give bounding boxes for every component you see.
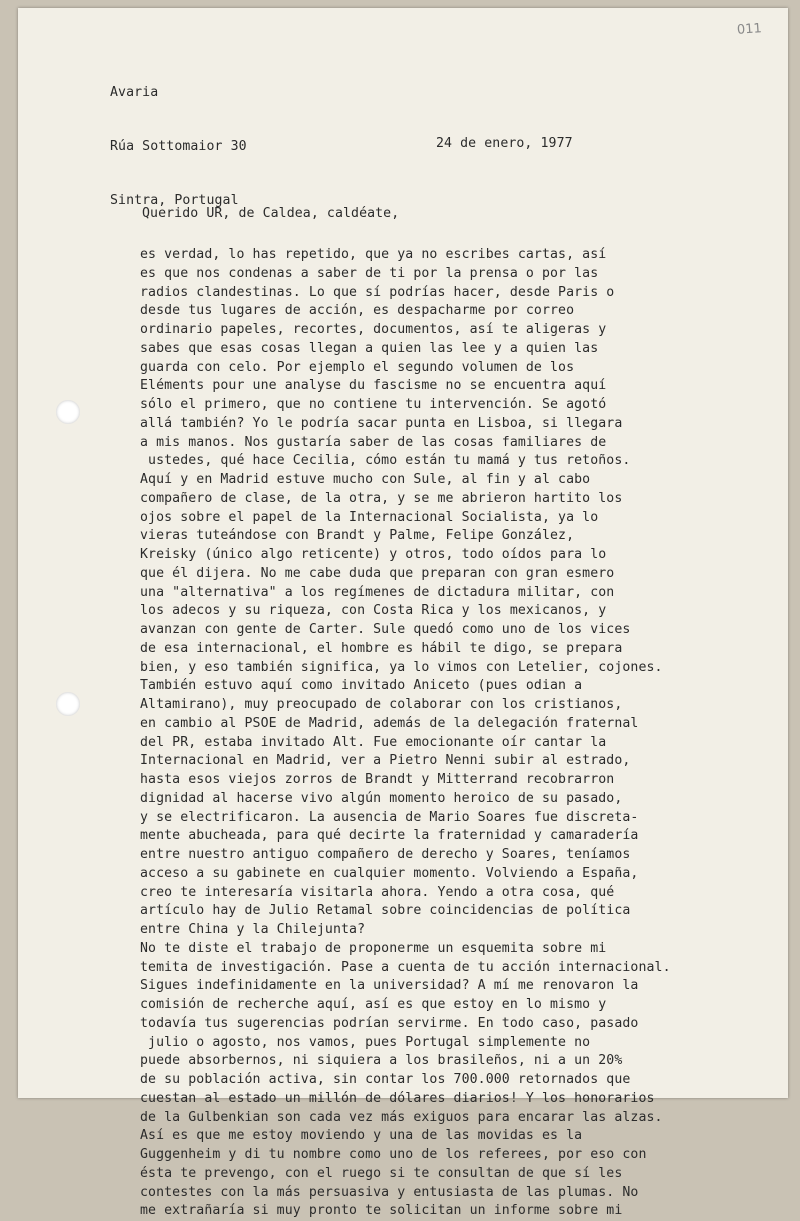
body-line: bien, y eso también significa, ya lo vimos con Letelier, cojones. <box>140 659 663 675</box>
body-line: de la Gulbenkian son cada vez más exiguos para encarar las alzas. <box>140 1109 663 1125</box>
body-line: compañero de clase, de la otra, y se me abrieron hartito los <box>140 490 623 506</box>
body-line: julio o agosto, nos vamos, pues Portugal simplemente no <box>140 1034 591 1050</box>
body-line: También estuvo aquí como invitado Aniceto (pues odian a <box>140 678 583 694</box>
body-line: a mis manos. Nos gustaría saber de las cosas familiares de <box>140 434 607 450</box>
body-line: Altamirano), muy preocupado de colaborar con los cristianos, <box>140 697 623 712</box>
body-line: Kreisky (único algo reticente) y otros, todo oídos para lo <box>140 547 607 562</box>
body-line: ordinario papeles, recortes, documentos, así te aligeras y <box>140 322 607 337</box>
body-line: puede absorbernos, ni siquiera a los brasileños, ni a un 20% <box>140 1053 623 1069</box>
body-line: hasta esos viejos zorros de Brandt y Mitterrand recobrarron <box>140 772 615 787</box>
body-line: entre nuestro antiguo compañero de derecho y Soares, teníamos <box>140 847 631 862</box>
body-line: ustedes, qué hace Cecilia, cómo están tu mamá y tus retoños. <box>140 453 631 469</box>
body-line: todavía tus sugerencias podrían servirme. En todo caso, pasado <box>140 1015 639 1031</box>
body-line: del PR, estaba invitado Alt. Fue emocionante oír cantar la <box>140 734 607 750</box>
body-line: avanzan con gente de Carter. Sule quedó como uno de los vices <box>140 622 631 637</box>
salutation: Querido UR, de Caldea, caldéate, <box>142 206 400 221</box>
body-line: Eléments pour une analyse du fascisme no se encuentra aquí <box>140 378 607 394</box>
body-line: una "alternativa" a los regímenes de dictadura militar, con <box>140 584 615 600</box>
body-line: los adecos y su riqueza, con Costa Rica y los mexicanos, y <box>140 603 607 619</box>
body-line: No te diste el trabajo de proponerme un esquemita sobre mi <box>140 940 607 956</box>
body-line: Aquí y en Madrid estuve mucho con Sule, al fin y al cabo <box>140 472 591 487</box>
body-line: vieras tuteándose con Brandt y Palme, Felipe González, <box>140 528 575 544</box>
body-line: Sigues indefinidamente en la universidad? A mí me renovaron la <box>140 978 639 994</box>
body-line: es que nos condenas a saber de ti por la prensa o por las <box>140 265 599 281</box>
body-line: comisión de recherche aquí, así es que estoy en lo mismo y <box>140 997 607 1012</box>
body-line: que él dijera. No me cabe duda que preparan con gran esmero <box>140 565 615 581</box>
body-line: creo te interesaría visitarla ahora. Yendo a otra cosa, qué <box>140 884 615 900</box>
body-line: en cambio al PSOE de Madrid, además de la delegación fraternal <box>140 715 639 731</box>
body-line: ojos sobre el papel de la Internacional Socialista, ya lo <box>140 509 599 525</box>
body-line: me extrañaría si muy pronto te solicitan un informe sobre mi <box>140 1203 623 1219</box>
body-line: sólo el primero, que no contiene tu intervención. Se agotó <box>140 397 607 412</box>
sender-street: Rúa Sottomaior 30 <box>110 139 247 154</box>
punch-hole <box>56 692 80 716</box>
body-line: allá también? Yo le podría sacar punta en Lisboa, si llegara <box>140 415 623 431</box>
body-line: dignidad al hacerse vivo algún momento heroico de su pasado, <box>140 790 623 806</box>
body-line: contestes con la más persuasiva y entusiasta de las plumas. No <box>140 1184 639 1200</box>
body-line: temita de investigación. Pase a cuenta de tu acción internacional. <box>140 959 671 975</box>
body-line: Así es que me estoy moviendo y una de las movidas es la <box>140 1128 583 1144</box>
body-line: Guggenheim y di tu nombre como uno de los referees, por eso con <box>140 1147 647 1162</box>
body-line: radios clandestinas. Lo que sí podrías hacer, desde Paris o <box>140 284 615 300</box>
punch-hole <box>56 400 80 424</box>
body-line: Internacional en Madrid, ver a Pietro Nenni subir al estrado, <box>140 753 631 769</box>
letter-date: 24 de enero, 1977 <box>436 136 573 151</box>
body-line: cuestan al estado un millón de dólares diarios! Y los honorarios <box>140 1090 655 1106</box>
body-line: ésta te prevengo, con el ruego si te consultan de que sí les <box>140 1165 623 1181</box>
letter-body <box>140 246 671 1221</box>
body-line: y se electrificaron. La ausencia de Mario Soares fue discreta- <box>140 809 639 825</box>
body-line: es verdad, lo has repetido, que ya no escribes cartas, así <box>140 247 607 262</box>
body-line: desde tus lugares de acción, es despacharme por correo <box>140 303 575 319</box>
sender-city: Sintra, Portugal <box>110 193 239 208</box>
body-line: acceso a su gabinete en cualquier momento. Volviendo a España, <box>140 865 639 881</box>
body-line: sabes que esas cosas llegan a quien las lee y a quien las <box>140 340 599 356</box>
body-line: de esa internacional, el hombre es hábil te digo, se prepara <box>140 640 623 656</box>
sender-name: Avaria <box>110 85 159 100</box>
body-line: artículo hay de Julio Retamal sobre coincidencias de política <box>140 903 631 919</box>
body-line: mente abucheada, para qué decirte la fraternidad y camaradería <box>140 828 639 844</box>
body-line: entre China y la Chilejunta? <box>140 922 366 937</box>
body-line: guarda con celo. Por ejemplo el segundo volumen de los <box>140 359 575 375</box>
body-line: de su población activa, sin contar los 700.000 retornados que <box>140 1072 631 1087</box>
letter-page <box>18 8 788 1219</box>
archive-page-number: 011 <box>736 21 763 38</box>
